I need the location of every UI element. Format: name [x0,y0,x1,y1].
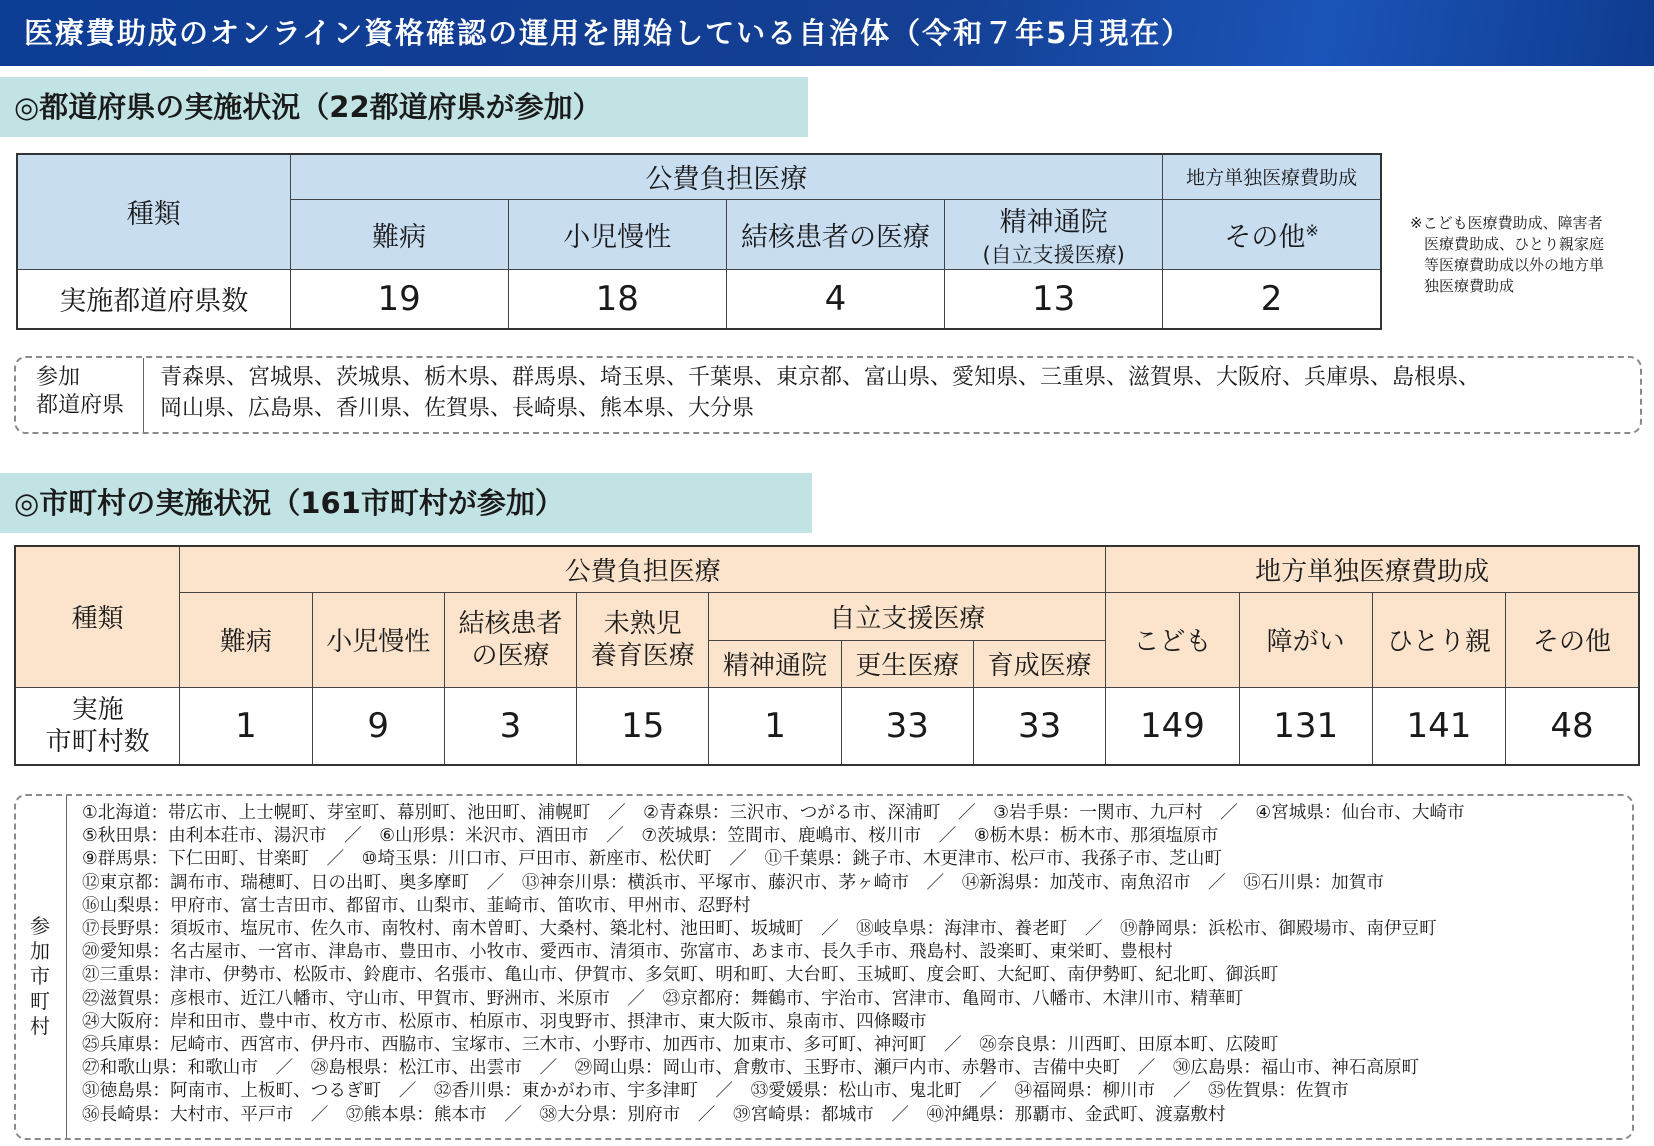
label-line: 都道府県 [36,393,125,418]
count-cell: 4 [726,269,944,329]
col-other [1163,199,1381,269]
participating-municipalities-label [16,796,67,1138]
col-shoni-mansei: 小児慢性 [508,199,726,269]
col-kekkaku: 結核患者の医療 [726,199,944,269]
col-mijukuji [577,592,709,687]
col-nanbyo: 難病 [180,592,312,687]
label-text: 参加市町村 [30,914,50,1038]
col-other-label: その他 [1224,221,1306,253]
col-line: 養育医療 [590,640,695,671]
participating-prefectures-list [160,362,1620,424]
count-cell: 2 [1163,269,1381,329]
col-hitorioya: ひとり親 [1372,592,1505,687]
col-other-mark: ※ [1305,220,1319,240]
col-line: の医療 [471,640,550,671]
col-kekkaku [444,592,576,687]
jiritsu-header: 自立支援医療 [709,592,1106,640]
count-cell: 15 [577,687,709,765]
count-cell: 1 [709,687,841,765]
list-line: ㉑三重県：津市、伊勢市、松阪市、鈴鹿市、名張市、亀山市、伊賀市、多気町、明和町、大台町、玉城町、度会町、大紀町、南伊勢町、紀北町、御浜町 [82,965,1279,986]
list-line: ⑯山梨県：甲府市、富士吉田市、都留市、山梨市、韮崎市、笛吹市、甲州市、忍野村 [82,895,751,916]
count-cell: 149 [1106,687,1239,765]
col-seishin-sub: (自立支援医療) [982,242,1125,267]
list-line: ㊱長崎県：大村市、平戸市 ／ ㊲熊本県：熊本市 ／ ㊳大分県：別府市 ／ ㊴宮崎県：都城市 ／ ㊵沖縄県：那覇市、金武町、渡嘉敷村 [82,1104,1226,1125]
participating-municipalities-box [14,794,1634,1140]
list-line: ㉒滋賀県：彦根市、近江八幡市、守山市、甲賀市、野洲市、米原市 ／ ㉓京都府：舞鶴市、宇治市、宮津市、亀岡市、八幡市、木津川市、精華町 [82,988,1244,1009]
count-cell: 33 [841,687,973,765]
col-seishin-tsuin [945,199,1163,269]
list-line: ㉛徳島県：阿南市、上板町、つるぎ町 ／ ㉜香川県：東かがわ市、宇多津町 ／ ㉝愛媛県：松山市、鬼北町 ／ ㉞福岡県：柳川市 ／ ㉟佐賀県：佐賀市 [82,1081,1349,1102]
count-cell: 1 [180,687,312,765]
list-line: ⑳愛知県：名古屋市、一宮市、津島市、豊田市、小牧市、愛西市、清須市、弥富市、あま市、長久手市、飛島村、設楽町、東栄町、豊根村 [82,942,1173,963]
col-seishin-label: 精神通院 [999,206,1108,238]
list-line: ⑨群馬県：下仁田町、甘楽町 ／ ⑩埼玉県：川口市、戸田市、新座市、松伏町 ／ ⑪千葉県：銚子市、木更津市、松戸市、我孫子市、芝山町 [82,849,1222,870]
list-line: 青森県、宮城県、茨城県、栃木県、群馬県、埼玉県、千葉県、東京都、富山県、愛知県、三重県、滋賀県、大阪府、兵庫県、島根県、 [160,365,1481,390]
public-burden-header: 公費負担医療 [290,154,1163,199]
count-row-label [15,687,180,765]
col-line: 未熟児 [603,608,682,639]
participating-prefectures-label [16,358,144,432]
prefecture-table [16,153,1382,330]
count-cell: 13 [945,269,1163,329]
list-line: ㉗和歌山県：和歌山市 ／ ㉘島根県：松江市、出雲市 ／ ㉙岡山県：岡山市、倉敷市、玉野市、瀬戸内市、赤磐市、吉備中央町 ／ ㉚広島県：福山市、神石高原町 [82,1058,1420,1079]
footnote-line: 独医療費助成 [1424,277,1515,295]
count-row-label: 実施都道府県数 [17,269,290,329]
type-header: 種類 [17,154,290,269]
label-line: 参加 [36,365,81,390]
col-other: その他 [1506,592,1639,687]
count-cell: 48 [1506,687,1639,765]
col-kodomo: こども [1106,592,1239,687]
col-shogai: 障がい [1239,592,1372,687]
footnote [1410,213,1646,297]
footnote-line: 等医療費助成以外の地方単 [1424,256,1605,274]
col-kosei: 更生医療 [841,640,973,687]
count-cell: 33 [973,687,1105,765]
count-cell: 19 [290,269,508,329]
list-line: ⑫東京都：調布市、瑞穂町、日の出町、奥多摩町 ／ ⑬神奈川県：横浜市、平塚市、藤沢市、茅ヶ崎市 ／ ⑭新潟県：加茂市、南魚沼市 ／ ⑮石川県：加賀市 [82,872,1384,893]
list-line: ㉔大阪府：岸和田市、豊中市、枚方市、松原市、柏原市、羽曳野市、摂津市、東大阪市、泉南市、四條畷市 [82,1011,927,1032]
label-line: 実施 [71,694,124,725]
list-line: 岡山県、広島県、香川県、佐賀県、長崎県、熊本県、大分県 [160,396,755,421]
municipality-section-heading: ◎市町村の実施状況（161市町村が参加） [0,473,812,533]
col-line: 結核患者 [458,608,563,639]
footnote-line: ※こども医療費助成、障害者 [1410,214,1603,232]
label-line: 市町村数 [45,726,150,757]
municipality-table [14,545,1640,766]
list-line: ①北海道：帯広市、上士幌町、芽室町、幕別町、池田町、浦幌町 ／ ②青森県：三沢市、つがる市、深浦町 ／ ③岩手県：一関市、九戸村 ／ ④宮城県：仙台市、大崎市 [82,803,1465,823]
list-line: ⑤秋田県：由利本荘市、湯沢市 ／ ⑥山形県：米沢市、酒田市 ／ ⑦茨城県：笠間市、鹿嶋市、桜川市 ／ ⑧栃木県：栃木市、那須塩原市 [82,826,1219,847]
col-seishin-tsuin: 精神通院 [709,640,841,687]
participating-municipalities-list [82,802,1622,1127]
col-nanbyo: 難病 [290,199,508,269]
count-cell: 141 [1372,687,1505,765]
list-line: ⑰長野県：須坂市、塩尻市、佐久市、南牧村、南木曽町、大桑村、築北村、池田町、坂城町 ／ ⑱岐阜県：海津市、養老町 ／ ⑲静岡県：浜松市、御殿場市、南伊豆町 [82,919,1437,940]
count-cell: 9 [312,687,444,765]
participating-prefectures-box [14,356,1642,434]
count-cell: 131 [1239,687,1372,765]
count-cell: 3 [444,687,576,765]
footnote-line: 医療費助成、ひとり親家庭 [1424,235,1605,253]
local-subsidy-header: 地方単独医療費助成 [1163,154,1381,199]
local-subsidy-header: 地方単独医療費助成 [1106,546,1639,592]
count-cell: 18 [508,269,726,329]
public-burden-header: 公費負担医療 [180,546,1106,592]
col-shoni-mansei: 小児慢性 [312,592,444,687]
list-line: ㉕兵庫県：尼崎市、西宮市、伊丹市、西脇市、宝塚市、三木市、小野市、加西市、加東市、多可町、神河町 ／ ㉖奈良県：川西町、田原本町、広陵町 [82,1035,1279,1056]
page-title: 医療費助成のオンライン資格確認の運用を開始している自治体（令和７年5月現在） [0,0,1654,66]
col-ikusei: 育成医療 [973,640,1105,687]
type-header: 種類 [15,546,180,687]
prefecture-section-heading: ◎都道府県の実施状況（22都道府県が参加） [0,77,808,137]
